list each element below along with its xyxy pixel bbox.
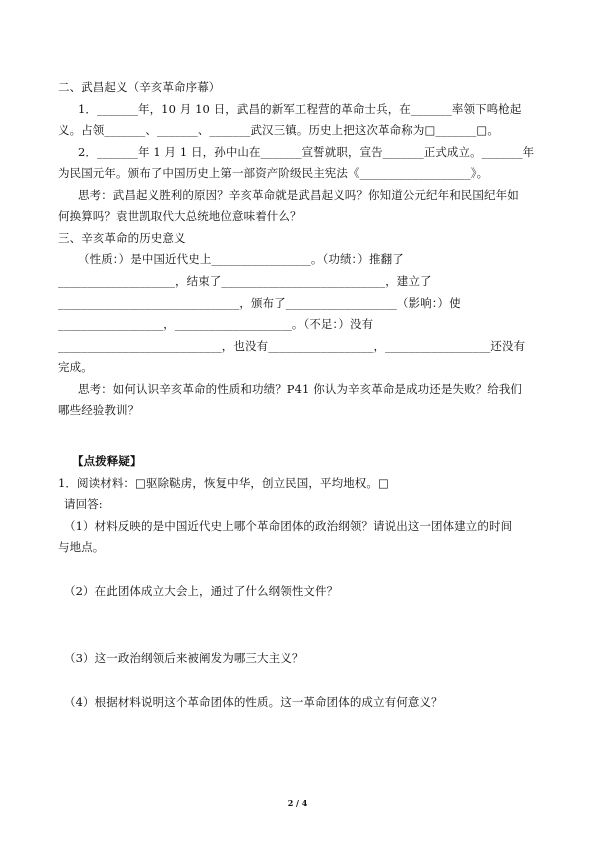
text-line: 思考：如何认识辛亥革命的性质和功绩？P41 你认为辛亥革命是成功还是失败？给我们 — [78, 382, 523, 396]
text-line: 何换算吗？袁世凯取代大总统地位意味着什么？ — [58, 209, 302, 223]
text-line: _______________________________，颁布了___________________（影响：）使 — [58, 296, 461, 310]
tips-heading: 【点拨释疑】 — [72, 454, 142, 468]
text-line: ____________________，结束了____________________________，建立了 — [58, 274, 432, 288]
text-line: 请回答: — [64, 497, 103, 511]
text-line: 1．_______年，10 月 10 日，武昌的新军工程营的革命士兵，在_______率领下鸣枪起 — [78, 102, 522, 116]
text-line: 与地点。 — [58, 540, 105, 554]
text-line: （性质：）是中国近代史上_________________。（功绩：）推翻了 — [78, 252, 404, 266]
text-line: 完成。 — [58, 360, 93, 374]
section-heading-wuchang: 二、武昌起义（辛亥革命序幕） — [58, 80, 221, 94]
text-line: 为民国元年。颁布了中国历史上第一部资产阶级民主宪法《___________________》。 — [58, 166, 489, 180]
question-line: （3）这一政治纲领后来被阐发为哪三大主义？ — [64, 651, 304, 665]
question-line: （2）在此团体成立大会上，通过了什么纲领性文件？ — [64, 584, 339, 598]
text-line: 哪些经验教训？ — [58, 403, 140, 417]
question-line: （4）根据材料说明这个革命团体的性质。这一革命团体的成立有何意义？ — [64, 695, 443, 709]
text-line: 义。占领_______、_______、_______武汉三镇。历史上把这次革命称为□_______□。 — [58, 123, 499, 137]
text-line: 1．阅读材料：□驱除鞑虏，恢复中华，创立民国，平均地权。□ — [58, 476, 389, 490]
section-heading-significance: 三、辛亥革命的历史意义 — [58, 231, 186, 245]
text-line: __________________，____________________。（不足：）没有 — [58, 317, 374, 331]
text-line: 思考：武昌起义胜利的原因？辛亥革命就是武昌起义吗？你知道公元纪年和民国纪年如 — [78, 188, 519, 202]
question-line: （1）材料反映的是中国近代史上哪个革命团体的政治纲领？请说出这一团体建立的时间 — [64, 519, 513, 533]
text-line: ____________________________，也没有__________________，__________________还没有 — [58, 339, 526, 353]
text-line: 2．_______年 1 月 1 日，孙中山在_______宣誓就职，宣告_______正式成立。_______年 — [78, 145, 535, 159]
page-number: 2 / 4 — [287, 798, 308, 808]
